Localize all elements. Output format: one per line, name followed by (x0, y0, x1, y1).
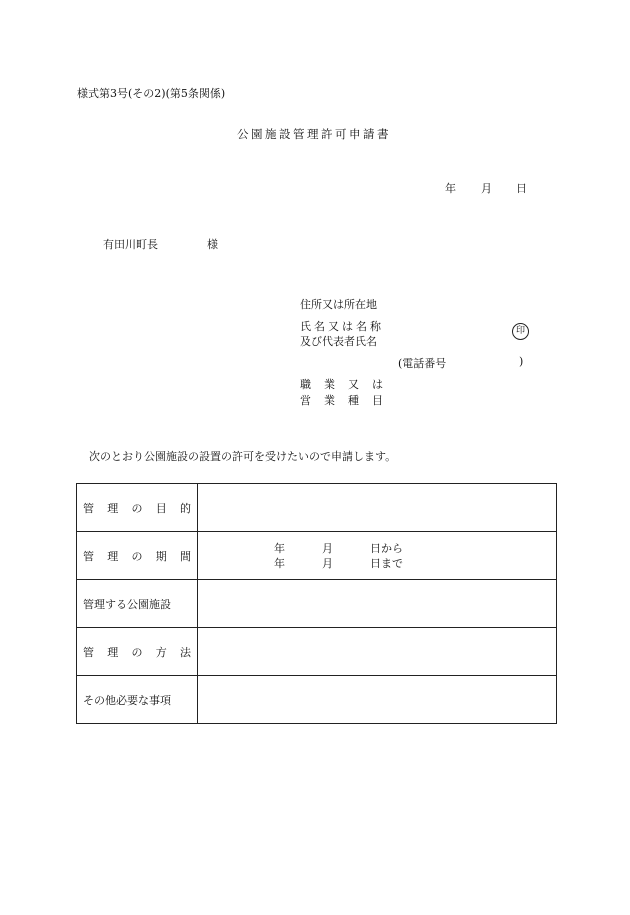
document-title: 公園施設管理許可申請書 (237, 127, 391, 141)
table-row (77, 580, 557, 628)
phone-label: (電話番号 (398, 357, 447, 370)
period-to-month: 月 (322, 556, 333, 570)
table-row (77, 532, 557, 580)
char: 法 (180, 645, 191, 659)
address-label: 住所又は所在地 (300, 298, 377, 311)
period-from-year: 年 (274, 541, 285, 555)
application-statement: 次のとおり公園施設の設置の許可を受けたいので申請します。 (89, 450, 397, 463)
addressee-name: 有田川町長 (103, 238, 158, 251)
application-table (76, 483, 557, 724)
char: 期 (155, 549, 167, 563)
purpose-label (83, 500, 191, 516)
form-number: 様式第3号(その2)(第5条関係) (77, 87, 226, 100)
char: 理 (107, 645, 119, 659)
facility-label: 管理する公園施設 (83, 597, 171, 611)
period-to-line (198, 556, 556, 571)
occupation-label-line2: 営業種目 (300, 394, 396, 407)
occupation-label-line1: 職業又は (300, 378, 396, 391)
table-row (77, 484, 557, 532)
char: の (131, 645, 143, 659)
char: の (131, 501, 143, 515)
period-to-day: 日まで (370, 556, 403, 570)
name-label-line2: 及び代表者氏名 (300, 335, 377, 348)
date-month: 月 (481, 182, 492, 195)
date-year: 年 (445, 182, 456, 195)
char: 間 (180, 549, 191, 563)
method-label-cell (77, 628, 198, 676)
method-label (83, 644, 191, 660)
char: 管 (83, 501, 94, 515)
facility-label-cell (77, 580, 198, 628)
char: 的 (180, 501, 191, 515)
date-day: 日 (516, 182, 527, 195)
name-label-line1: 氏名又は名称 (300, 320, 384, 333)
char: 方 (155, 645, 167, 659)
facility-value[interactable] (198, 580, 557, 628)
purpose-label-cell (77, 484, 198, 532)
other-label: その他必要な事項 (83, 693, 171, 707)
char: 理 (107, 501, 119, 515)
method-value[interactable] (198, 628, 557, 676)
char: 目 (155, 501, 167, 515)
period-from-day: 日から (370, 541, 403, 555)
period-from-month: 月 (322, 541, 333, 555)
period-value[interactable] (198, 532, 557, 580)
phone-close: ) (519, 355, 524, 368)
seal-mark: 印 (512, 323, 529, 340)
purpose-value[interactable] (198, 484, 557, 532)
period-label-cell (77, 532, 198, 580)
other-value[interactable] (198, 676, 557, 724)
other-label-cell (77, 676, 198, 724)
table-row (77, 628, 557, 676)
period-to-year: 年 (274, 556, 285, 570)
period-from-line (198, 541, 556, 556)
char: 管 (83, 549, 94, 563)
period-label (83, 548, 191, 564)
addressee-honorific: 様 (207, 238, 218, 251)
char: 理 (107, 549, 119, 563)
table-row (77, 676, 557, 724)
char: 管 (83, 645, 94, 659)
char: の (131, 549, 143, 563)
